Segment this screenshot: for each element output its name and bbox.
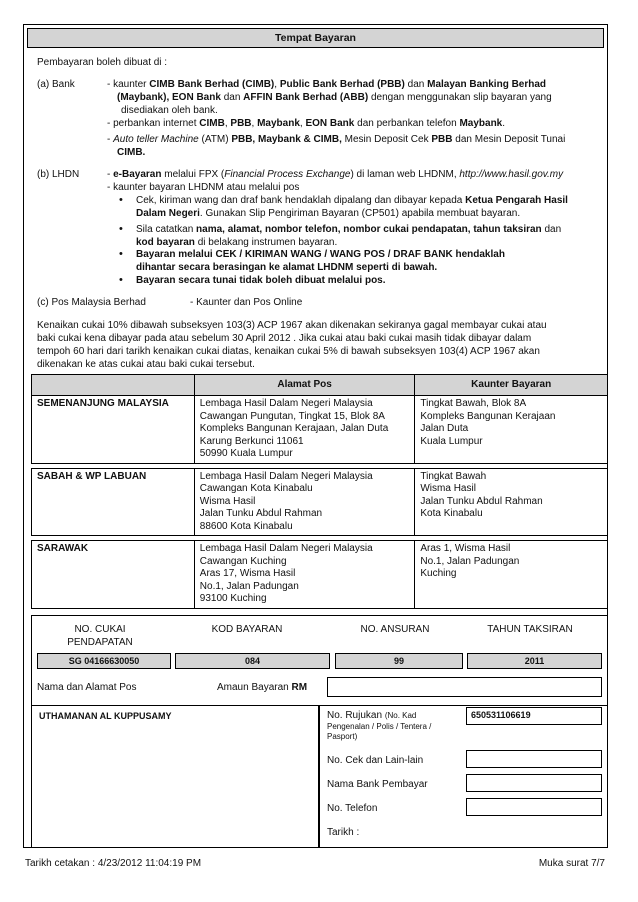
- text-segment: Cek, kiriman wang dan draf bank hendaklah dipalang dan dibayar kepada: [136, 195, 466, 206]
- region-cell: SABAH & WP LABUAN: [32, 468, 195, 536]
- bullet-icon: •: [119, 223, 123, 235]
- lhdn-bullet-3-b: [136, 262, 437, 275]
- text-segment: dengan menggunakan slip bayaran yang: [368, 92, 552, 103]
- text-segment: dihantar secara berasingan ke alamat LHDNM seperti di bawah.: [136, 262, 438, 273]
- bank-line-4: [107, 118, 505, 131]
- rujukan-field[interactable]: 650531106619: [466, 707, 602, 725]
- alamat-line: Wisma Hasil: [199, 495, 256, 507]
- text-segment: CIMB: [199, 118, 225, 129]
- text-segment: - perbankan internet: [107, 118, 200, 129]
- nama-alamat-box: [31, 705, 319, 848]
- hdr-no-cukai: NO. CUKAI PENDAPATAN: [67, 624, 133, 648]
- cek-input[interactable]: [466, 750, 602, 768]
- penalty-line-3: tempoh 60 hari dari tarikh kenaikan cukai diatas, kenaikan cukai 5% di bawah subseksyen 103(4) ACP 1967 akan: [37, 346, 540, 357]
- kaunter-cell: [415, 468, 608, 536]
- text-segment: nama, alamat, nombor telefon, nombor cukai pendapatan, tahun taksiran: [196, 224, 542, 235]
- text-segment: Dalam Negeri: [136, 208, 200, 219]
- penalty-line-4: dikenakan ke atas cukai atau baki cukai tersebut.: [37, 359, 255, 370]
- text-segment: PBB: [230, 118, 252, 129]
- no-cukai-field: SG 04166630050: [37, 653, 171, 669]
- text-segment: (Maybank), EON Bank: [117, 92, 221, 103]
- text-segment: Sila catatkan: [136, 224, 197, 235]
- alamat-line: 50990 Kuala Lumpur: [199, 448, 293, 459]
- header-alamat: Alamat Pos: [194, 375, 415, 396]
- intro-text: Pembayaran boleh dibuat di :: [37, 57, 168, 68]
- alamat-line: 93100 Kuching: [199, 593, 267, 604]
- rujukan-sub: Pengenalan / Polis / Tentera / Pasport): [327, 722, 432, 741]
- footer-page-number: Muka surat 7/7: [538, 858, 605, 869]
- table-row: [32, 541, 608, 609]
- lhdn-bullet-2-a: [136, 224, 561, 237]
- penalty-line-2: baki cukai kena dibayar pada atau sebelum 30 April 2012 . Jika cukai atau baki cukai masih tidak dibayar dalam: [37, 333, 532, 344]
- nama-alamat-label: Nama dan Alamat Pos: [37, 682, 137, 693]
- text-segment: ,: [224, 118, 231, 129]
- text-segment: PBB, Maybank & CIMB,: [231, 134, 342, 145]
- text-segment: Public Bank Berhad (PBB): [279, 79, 405, 90]
- lhdn-bullet-2-b: [136, 237, 337, 250]
- kaunter-line: Kuching: [420, 568, 457, 579]
- table-header: [32, 375, 608, 396]
- lhdn-bullet-1-a: [136, 195, 568, 208]
- kaunter-line: Jalan Duta: [420, 423, 469, 434]
- kaunter-line: No.1, Jalan Padungan: [420, 555, 520, 567]
- text-segment: melalui FPX (: [161, 169, 225, 180]
- alamat-cell: [194, 541, 415, 609]
- text-segment: dan: [541, 224, 562, 235]
- rujukan-label: No. Rujukan (No. Kad: [327, 710, 417, 721]
- text-segment: - kaunter: [107, 79, 150, 90]
- hdr-no-ansuran: NO. ANSURAN: [360, 624, 430, 635]
- bank-pembayar-label: Nama Bank Pembayar: [327, 779, 428, 790]
- no-ansuran-field: 99: [335, 653, 463, 669]
- alamat-line: Kompleks Bangunan Kerajaan, Jalan Duta: [199, 423, 389, 434]
- lhdn-bullet-4-a: [136, 275, 386, 288]
- kaunter-line: Kuala Lumpur: [420, 435, 483, 447]
- text-segment: Maybank: [257, 118, 300, 129]
- lhdn-line-2: - kaunter bayaran LHDNM atau melalui pos: [107, 182, 300, 193]
- lhdn-line-1: [107, 169, 563, 182]
- hdr-tahun-taksiran: TAHUN TAKSIRAN: [487, 624, 573, 635]
- bank-line-6: CIMB.: [117, 147, 146, 158]
- alamat-line: Jalan Tunku Abdul Rahman: [199, 508, 323, 519]
- alamat-line: Lembaga Hasil Dalam Negeri Malaysia: [199, 398, 373, 409]
- text-segment: Maybank: [459, 118, 503, 129]
- kaunter-line: Tingkat Bawah: [420, 470, 487, 482]
- bank-line-2: [117, 92, 552, 105]
- text-segment: PBB: [431, 134, 453, 145]
- header-kaunter: Kaunter Bayaran: [415, 375, 608, 396]
- text-segment: Auto teller Machine: [113, 134, 199, 145]
- kaunter-line: Wisma Hasil: [420, 483, 476, 494]
- bullet-icon: •: [119, 274, 123, 286]
- pos-text: - Kaunter dan Pos Online: [190, 297, 303, 308]
- text-segment: Malayan Banking Berhad: [427, 79, 547, 90]
- kaunter-cell: [415, 396, 608, 464]
- bank-line-5: [107, 134, 565, 147]
- table-row: [32, 396, 608, 464]
- kaunter-line: Kompleks Bangunan Kerajaan: [420, 410, 556, 422]
- alamat-cell: [194, 396, 415, 464]
- text-segment: ,: [251, 118, 258, 129]
- alamat-line: Cawangan Pungutan, Tingkat 15, Blok 8A: [199, 410, 385, 422]
- text-segment: dan: [404, 79, 428, 90]
- bank-pembayar-input[interactable]: [466, 774, 602, 792]
- lhdn-label: (b) LHDN: [37, 169, 80, 180]
- lhdn-bullet-3-a: [136, 249, 505, 262]
- text-segment: Financial Process Exchange: [224, 169, 351, 180]
- amaun-input[interactable]: [327, 677, 602, 697]
- table-row: [32, 468, 608, 536]
- text-segment: dan perbankan telefon: [354, 118, 460, 129]
- lhdn-bullet-1-b: [136, 208, 520, 221]
- kaunter-line: Jalan Tunku Abdul Rahman: [420, 495, 543, 507]
- alamat-line: 88600 Kota Kinabalu: [199, 520, 293, 532]
- section-title: Tempat Bayaran: [27, 28, 604, 48]
- kaunter-cell: [415, 541, 608, 609]
- text-segment: Bayaran melalui CEK / KIRIMAN WANG / WANG POS / DRAF BANK hendaklah: [136, 249, 505, 260]
- text-segment: Ketua Pengarah Hasil: [465, 195, 568, 206]
- text-segment: -: [107, 169, 114, 180]
- bullet-icon: •: [119, 248, 123, 260]
- alamat-line: Lembaga Hasil Dalam Negeri Malaysia: [199, 543, 373, 554]
- address-table: [31, 374, 608, 609]
- bank-line-3: disediakan oleh bank.: [121, 105, 218, 116]
- bullet-icon: •: [119, 194, 123, 206]
- telefon-input[interactable]: [466, 798, 602, 816]
- text-segment: http://www.hasil.gov.my: [459, 169, 564, 180]
- kaunter-line: Aras 1, Wisma Hasil: [420, 543, 511, 554]
- pos-label: (c) Pos Malaysia Berhad: [37, 297, 146, 308]
- text-segment: kod bayaran: [136, 237, 195, 248]
- text-segment: EON Bank: [305, 118, 355, 129]
- penalty-line-1: Kenaikan cukai 10% dibawah subseksyen 103(3) ACP 1967 akan dikenakan sekiranya gagal membayar cukai atau: [37, 320, 547, 331]
- region-cell: SARAWAK: [32, 541, 195, 609]
- alamat-line: Cawangan Kuching: [199, 555, 287, 567]
- alamat-line: Aras 17, Wisma Hasil: [199, 568, 296, 579]
- bank-line-1: [107, 79, 546, 92]
- text-segment: AFFIN Bank Berhad (ABB): [243, 92, 369, 103]
- alamat-line: Karung Berkunci 11061: [199, 435, 304, 447]
- kaunter-line: Tingkat Bawah, Blok 8A: [420, 398, 527, 409]
- footer-print-date: Tarikh cetakan : 4/23/2012 11:04:19 PM: [25, 858, 202, 869]
- alamat-line: No.1, Jalan Padungan: [199, 580, 299, 592]
- nama-value: UTHAMANAN AL KUPPUSAMY: [39, 711, 172, 721]
- cek-label: No. Cek dan Lain-lain: [327, 755, 424, 766]
- tahun-taksiran-field: 2011: [467, 653, 602, 669]
- kaunter-line: Kota Kinabalu: [420, 508, 483, 519]
- text-segment: ) di laman web LHDNM,: [350, 169, 460, 180]
- amaun-label: Amaun Bayaran RM: [217, 682, 308, 693]
- kod-bayaran-field: 084: [175, 653, 330, 669]
- text-segment: Bayaran secara tunai tidak boleh dibuat melalui pos.: [136, 275, 386, 286]
- text-segment: -: [107, 134, 114, 145]
- text-segment: .: [502, 118, 506, 129]
- text-segment: CIMB Bank Berhad (CIMB): [149, 79, 275, 90]
- text-segment: ,: [274, 79, 280, 90]
- text-segment: . Gunakan Slip Pengiriman Bayaran (CP501) apabila membuat bayaran.: [199, 208, 521, 219]
- region-cell: SEMENANJUNG MALAYSIA: [32, 396, 195, 464]
- header-region: [32, 375, 195, 396]
- tarikh-label: Tarikh :: [327, 827, 360, 838]
- text-segment: ,: [299, 118, 306, 129]
- telefon-label: No. Telefon: [327, 803, 378, 814]
- text-segment: di belakang instrumen bayaran.: [194, 237, 338, 248]
- text-segment: dan Mesin Deposit Tunai: [452, 134, 566, 145]
- alamat-cell: [194, 468, 415, 536]
- hdr-kod-bayaran: KOD BAYARAN: [211, 624, 283, 635]
- alamat-line: Cawangan Kota Kinabalu: [199, 483, 313, 494]
- text-segment: (ATM): [198, 134, 232, 145]
- alamat-line: Lembaga Hasil Dalam Negeri Malaysia: [199, 470, 373, 482]
- text-segment: dan: [220, 92, 244, 103]
- text-segment: Mesin Deposit Cek: [341, 134, 432, 145]
- text-segment: e-Bayaran: [113, 169, 162, 180]
- bank-label: (a) Bank: [37, 79, 75, 90]
